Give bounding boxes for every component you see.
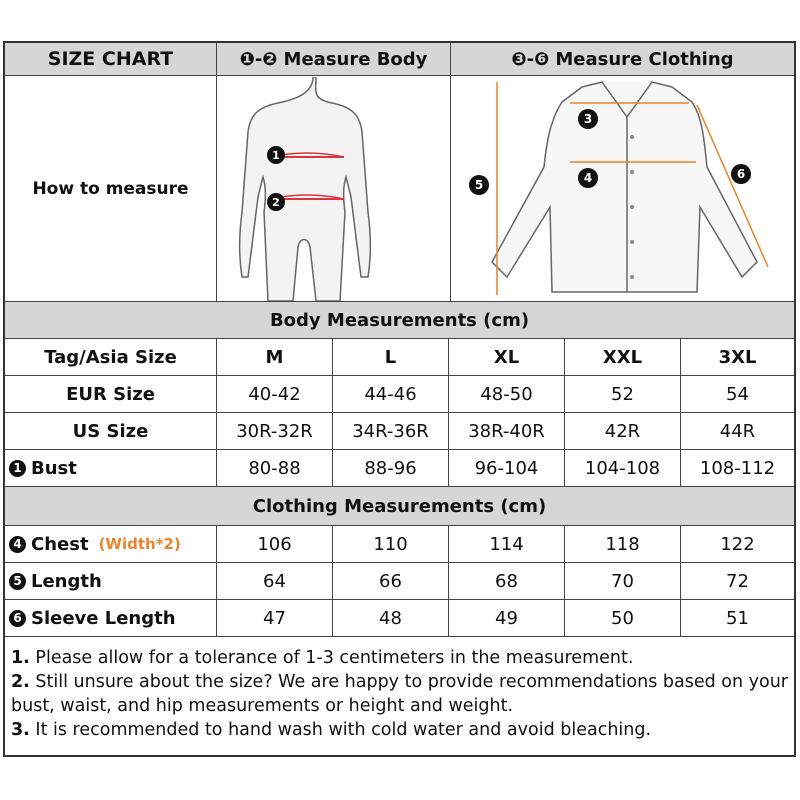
length-value: 64 xyxy=(217,563,333,599)
length-label: Length xyxy=(31,570,102,592)
length-value: 68 xyxy=(449,563,565,599)
bust-value: 104-108 xyxy=(565,450,681,486)
note-item: 2. Still unsure about the size? We are happy to provide recommendations based on your bust, waist, and hip measurements or height and weight. xyxy=(11,672,789,716)
body-range-label: ❶-❷ xyxy=(239,48,278,70)
size-row xyxy=(5,413,794,450)
cloth-heading-text: Measure Clothing xyxy=(555,48,734,70)
length-value: 66 xyxy=(333,563,449,599)
bust-value: 88-96 xyxy=(333,450,449,486)
size-value: XXL xyxy=(565,339,681,375)
body-figure-cell xyxy=(217,76,451,301)
sleeve-value: 49 xyxy=(449,600,565,636)
cloth-range-label: ❸-❻ xyxy=(511,48,550,70)
size-row xyxy=(5,339,794,376)
length-label-cell xyxy=(5,563,217,599)
size-value: 48-50 xyxy=(449,376,565,412)
size-value: L xyxy=(333,339,449,375)
marker-1: 1 xyxy=(271,148,280,162)
size-value: 54 xyxy=(726,383,749,405)
size-chart-title: SIZE CHART xyxy=(5,43,217,75)
note-item: 1. Please allow for a tolerance of 1-3 centimeters in the measurement. xyxy=(11,648,634,668)
size-value: M xyxy=(217,339,333,375)
notes-section xyxy=(5,638,794,742)
sleeve-label: Sleeve Length xyxy=(31,607,176,629)
bust-label-cell xyxy=(5,450,217,486)
size-value: 52 xyxy=(565,376,681,412)
shirt-figure-cell xyxy=(451,76,794,301)
marker-6: 6 xyxy=(736,166,746,181)
size-value: 34R-36R xyxy=(333,413,449,449)
bust-number-badge: 1 xyxy=(9,460,26,477)
how-to-measure-label: How to measure xyxy=(5,76,217,301)
chest-width-note: (Width*2) xyxy=(98,535,181,553)
bust-row xyxy=(5,450,794,487)
marker-2: 2 xyxy=(271,195,280,209)
length-value: 72 xyxy=(726,570,749,592)
illustration-row xyxy=(5,76,794,302)
size-value: 38R-40R xyxy=(449,413,565,449)
size-value: XL xyxy=(449,339,565,375)
clothing-measurements-title: Clothing Measurements (cm) xyxy=(252,495,547,517)
chest-number-badge: 4 xyxy=(9,536,26,553)
size-value: 30R-32R xyxy=(217,413,333,449)
body-measurements-title: Body Measurements (cm) xyxy=(269,309,530,331)
bust-value: 80-88 xyxy=(217,450,333,486)
marker-3: 3 xyxy=(583,111,593,126)
size-value: 44-46 xyxy=(333,376,449,412)
chest-value: 114 xyxy=(449,526,565,562)
size-value: 42R xyxy=(565,413,681,449)
size-value: 3XL xyxy=(718,346,757,368)
sleeve-number-badge: 6 xyxy=(9,610,26,627)
sleeve-value: 50 xyxy=(565,600,681,636)
measure-clothing-heading xyxy=(451,43,794,75)
sleeve-value: 51 xyxy=(726,607,749,629)
body-measurements-header xyxy=(5,302,794,339)
marker-5: 5 xyxy=(474,177,484,192)
chest-label: Chest xyxy=(31,533,89,555)
header-row xyxy=(5,43,794,76)
marker-4: 4 xyxy=(583,170,593,185)
size-row-label: US Size xyxy=(5,413,217,449)
body-figure-illustration xyxy=(218,77,450,301)
sleeve-label-cell xyxy=(5,600,217,636)
sleeve-value: 48 xyxy=(333,600,449,636)
size-value: 44R xyxy=(719,420,756,442)
chest-row xyxy=(5,526,794,563)
measure-body-heading xyxy=(217,43,451,75)
chest-label-cell xyxy=(5,526,217,562)
sleeve-length-row xyxy=(5,600,794,637)
chest-value: 106 xyxy=(217,526,333,562)
size-chart-table xyxy=(3,41,796,757)
note-item: 3. It is recommended to hand wash with cold water and avoid bleaching. xyxy=(11,720,652,740)
length-row xyxy=(5,563,794,600)
length-value: 70 xyxy=(565,563,681,599)
size-row-label: Tag/Asia Size xyxy=(5,339,217,375)
bust-label: Bust xyxy=(31,457,77,479)
bust-value: 96-104 xyxy=(449,450,565,486)
body-heading-text: Measure Body xyxy=(283,48,428,70)
chest-value: 118 xyxy=(565,526,681,562)
chest-value: 122 xyxy=(720,533,755,555)
bust-value: 108-112 xyxy=(699,457,776,479)
sleeve-value: 47 xyxy=(217,600,333,636)
chest-value: 110 xyxy=(333,526,449,562)
clothing-measurements-header xyxy=(5,487,794,526)
length-number-badge: 5 xyxy=(9,573,26,590)
shirt-illustration xyxy=(452,77,793,301)
size-row-label: EUR Size xyxy=(5,376,217,412)
size-row xyxy=(5,376,794,413)
size-value: 40-42 xyxy=(217,376,333,412)
